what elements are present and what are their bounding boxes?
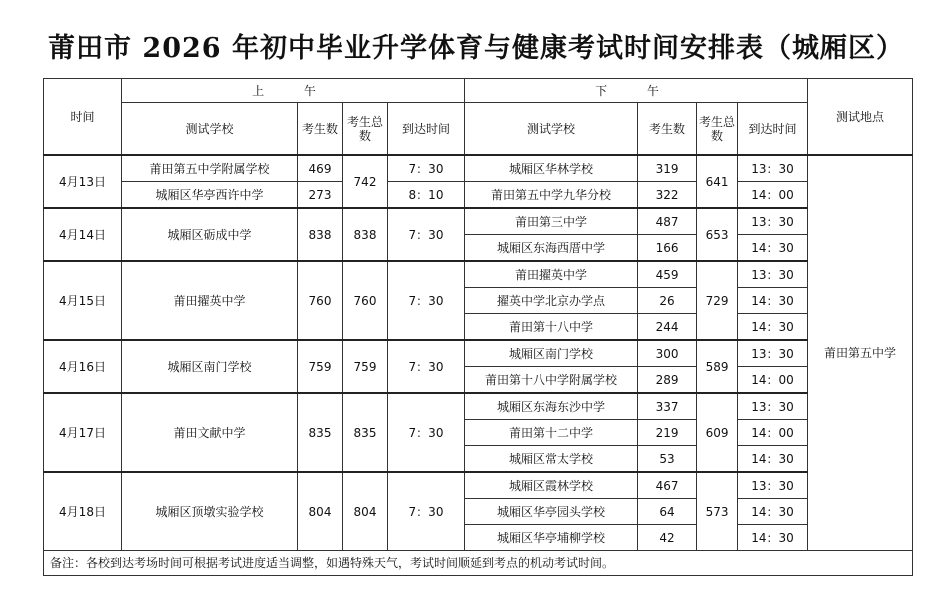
pm-school-cell: 城厢区东海东沙中学 xyxy=(465,393,638,420)
pm-school-cell: 城厢区南门学校 xyxy=(465,340,638,367)
header-morning: 上 午 xyxy=(122,79,465,103)
pm-arrival-cell: 13：30 xyxy=(738,208,808,235)
am-arrival-cell: 7：30 xyxy=(388,261,465,340)
pm-total-cell: 609 xyxy=(697,393,738,472)
pm-arrival-cell: 14：00 xyxy=(738,182,808,209)
pm-count-cell: 64 xyxy=(638,499,697,525)
am-total-cell: 742 xyxy=(343,155,388,208)
am-count-cell: 273 xyxy=(298,182,343,209)
am-count-cell: 804 xyxy=(298,472,343,551)
am-arrival-cell: 7：30 xyxy=(388,472,465,551)
header-pm-arrival: 到达时间 xyxy=(738,103,808,156)
am-count-cell: 838 xyxy=(298,208,343,261)
am-total-cell: 760 xyxy=(343,261,388,340)
pm-arrival-cell: 13：30 xyxy=(738,261,808,288)
notes-row: 备注：各校到达考场时间可根据考试进度适当调整，如遇特殊天气，考试时间顺延到考点的机动考试时间。 xyxy=(44,551,913,576)
am-total-cell: 759 xyxy=(343,340,388,393)
pm-total-cell: 573 xyxy=(697,472,738,551)
am-count-cell: 760 xyxy=(298,261,343,340)
pm-total-cell: 653 xyxy=(697,208,738,261)
header-am-count: 考生数 xyxy=(298,103,343,156)
pm-arrival-cell: 13：30 xyxy=(738,393,808,420)
table-row xyxy=(44,472,913,499)
pm-arrival-cell: 14：00 xyxy=(738,420,808,446)
pm-count-cell: 53 xyxy=(638,446,697,473)
pm-count-cell: 166 xyxy=(638,235,697,262)
pm-count-cell: 487 xyxy=(638,208,697,235)
header-am-school: 测试学校 xyxy=(122,103,298,156)
am-school-cell: 城厢区砺成中学 xyxy=(122,208,298,261)
header-afternoon: 下 午 xyxy=(465,79,808,103)
pm-arrival-cell: 14：30 xyxy=(738,446,808,473)
page-title: 莆田市 2026 年初中毕业升学体育与健康考试时间安排表（城厢区） xyxy=(48,33,904,64)
schedule-table xyxy=(43,78,913,576)
date-cell: 4月13日 xyxy=(44,155,122,208)
am-arrival-cell: 8：10 xyxy=(388,182,465,209)
am-school-cell: 莆田第五中学附属学校 xyxy=(122,155,298,182)
pm-count-cell: 26 xyxy=(638,288,697,314)
am-school-cell: 城厢区华亭西许中学 xyxy=(122,182,298,209)
am-total-cell: 838 xyxy=(343,208,388,261)
am-count-cell: 469 xyxy=(298,155,343,182)
pm-arrival-cell: 13：30 xyxy=(738,155,808,182)
table-row xyxy=(44,340,913,367)
pm-count-cell: 219 xyxy=(638,420,697,446)
pm-arrival-cell: 13：30 xyxy=(738,340,808,367)
pm-count-cell: 337 xyxy=(638,393,697,420)
pm-school-cell: 城厢区霞林学校 xyxy=(465,472,638,499)
pm-school-cell: 莆田第十八中学 xyxy=(465,314,638,341)
pm-count-cell: 300 xyxy=(638,340,697,367)
table-row xyxy=(44,393,913,420)
am-arrival-cell: 7：30 xyxy=(388,340,465,393)
date-cell: 4月14日 xyxy=(44,208,122,261)
pm-school-cell: 莆田第十八中学附属学校 xyxy=(465,367,638,394)
pm-total-cell: 729 xyxy=(697,261,738,340)
header-am-arrival: 到达时间 xyxy=(388,103,465,156)
pm-arrival-cell: 14：30 xyxy=(738,314,808,341)
header-am-total: 考生总数 xyxy=(343,103,388,156)
pm-school-cell: 城厢区华亭埔柳学校 xyxy=(465,525,638,551)
pm-arrival-cell: 14：30 xyxy=(738,499,808,525)
pm-arrival-cell: 14：00 xyxy=(738,367,808,394)
date-cell: 4月15日 xyxy=(44,261,122,340)
am-arrival-cell: 7：30 xyxy=(388,393,465,472)
am-school-cell: 城厢区南门学校 xyxy=(122,340,298,393)
pm-school-cell: 莆田第三中学 xyxy=(465,208,638,235)
pm-count-cell: 42 xyxy=(638,525,697,551)
header-location: 测试地点 xyxy=(808,79,913,156)
pm-arrival-cell: 14：30 xyxy=(738,525,808,551)
pm-school-cell: 城厢区华林学校 xyxy=(465,155,638,182)
pm-count-cell: 459 xyxy=(638,261,697,288)
location-cell: 莆田第五中学 xyxy=(808,155,913,551)
pm-school-cell: 莆田第五中学九华分校 xyxy=(465,182,638,209)
table-row xyxy=(44,182,913,209)
table-row xyxy=(44,155,913,182)
pm-total-cell: 589 xyxy=(697,340,738,393)
pm-count-cell: 467 xyxy=(638,472,697,499)
header-time: 时间 xyxy=(44,79,122,156)
header-pm-count: 考生数 xyxy=(638,103,697,156)
pm-count-cell: 319 xyxy=(638,155,697,182)
date-cell: 4月17日 xyxy=(44,393,122,472)
header-pm-total: 考生总数 xyxy=(697,103,738,156)
pm-arrival-cell: 14：30 xyxy=(738,235,808,262)
pm-total-cell: 641 xyxy=(697,155,738,208)
pm-school-cell: 城厢区常太学校 xyxy=(465,446,638,473)
pm-school-cell: 城厢区东海西厝中学 xyxy=(465,235,638,262)
pm-count-cell: 244 xyxy=(638,314,697,341)
am-count-cell: 759 xyxy=(298,340,343,393)
header-pm-school: 测试学校 xyxy=(465,103,638,156)
pm-school-cell: 城厢区华亭园头学校 xyxy=(465,499,638,525)
table-row xyxy=(44,208,913,235)
am-arrival-cell: 7：30 xyxy=(388,155,465,182)
date-cell: 4月18日 xyxy=(44,472,122,551)
am-school-cell: 莆田擢英中学 xyxy=(122,261,298,340)
pm-school-cell: 莆田第十二中学 xyxy=(465,420,638,446)
am-school-cell: 莆田文献中学 xyxy=(122,393,298,472)
pm-school-cell: 擢英中学北京办学点 xyxy=(465,288,638,314)
am-arrival-cell: 7：30 xyxy=(388,208,465,261)
pm-arrival-cell: 13：30 xyxy=(738,472,808,499)
table-row xyxy=(44,261,913,288)
am-count-cell: 835 xyxy=(298,393,343,472)
pm-arrival-cell: 14：30 xyxy=(738,288,808,314)
pm-count-cell: 322 xyxy=(638,182,697,209)
pm-count-cell: 289 xyxy=(638,367,697,394)
am-total-cell: 835 xyxy=(343,393,388,472)
date-cell: 4月16日 xyxy=(44,340,122,393)
am-total-cell: 804 xyxy=(343,472,388,551)
am-school-cell: 城厢区顶墩实验学校 xyxy=(122,472,298,551)
pm-school-cell: 莆田擢英中学 xyxy=(465,261,638,288)
